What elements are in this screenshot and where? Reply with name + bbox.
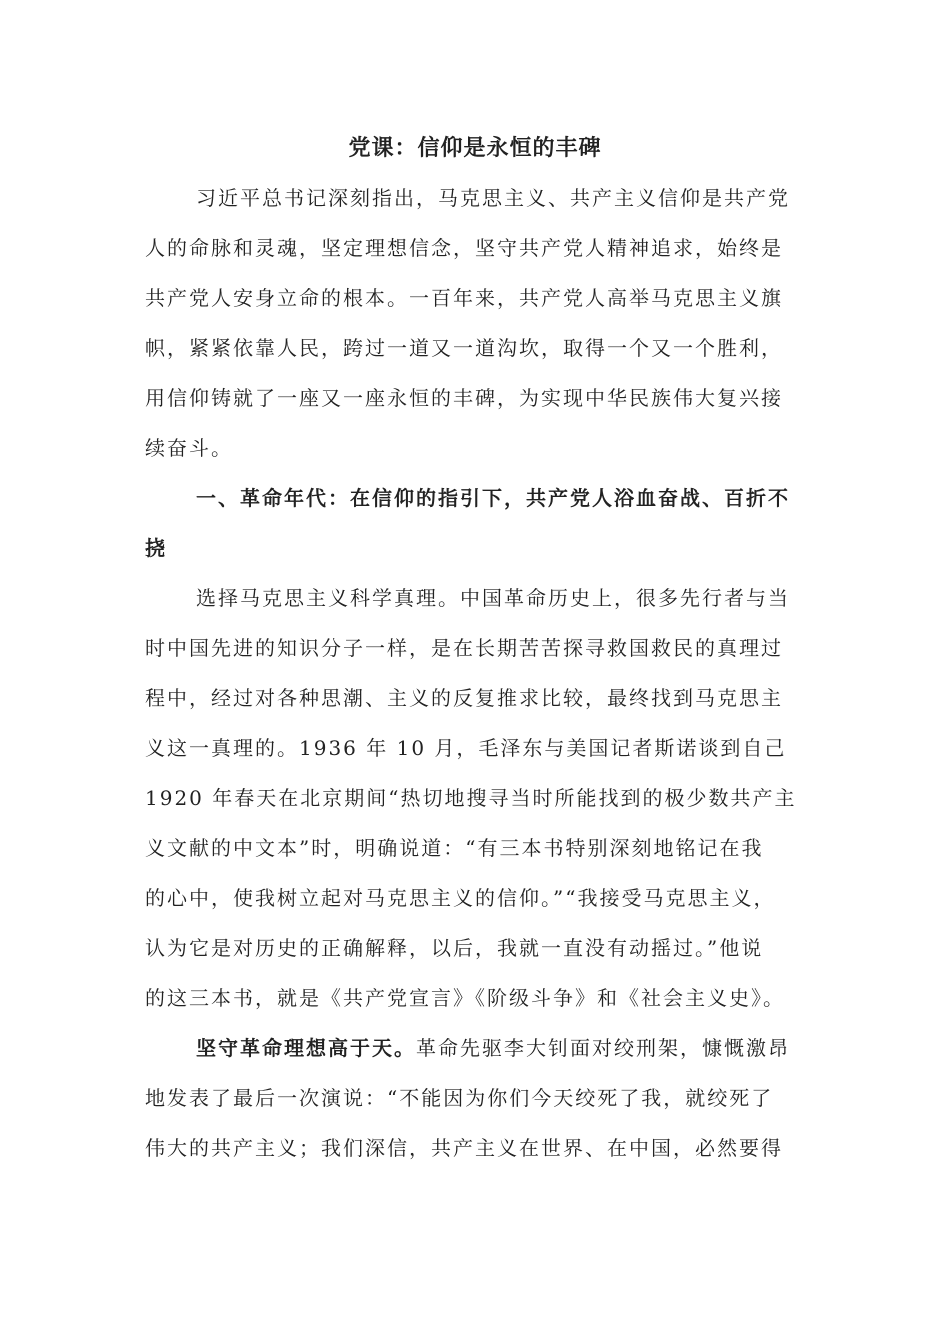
para1-line-4: 义这一真理的。1936 年 10 月，毛泽东与美国记者斯诺谈到自己 — [145, 736, 787, 760]
para1-line-9: 的这三本书，就是《共产党宣言》《阶级斗争》和《社会主义史》。 — [145, 986, 785, 1010]
para1-line-3: 程中，经过对各种思潮、主义的反复推求比较，最终找到马克思主 — [145, 686, 783, 710]
para2-line-2: 地发表了最后一次演说：“不能因为你们今天绞死了我，就绞死了 — [145, 1086, 774, 1110]
para1-line-7: 的心中，使我树立起对马克思主义的信仰。”“我接受马克思主义， — [145, 886, 776, 910]
para1-line-8: 认为它是对历史的正确解释，以后，我就一直没有动摇过。”他说 — [145, 936, 764, 960]
para1-line-6: 义文献的中文本”时，明确说道：“有三本书特别深刻地铭记在我 — [145, 836, 764, 860]
para1-line-2: 时中国先进的知识分子一样，是在长期苦苦探寻救国救民的真理过 — [145, 636, 783, 660]
document-title: 党课：信仰是永恒的丰碑 — [348, 135, 602, 161]
para2-line-1 — [196, 1033, 816, 1063]
section-heading-line-1: 一、革命年代：在信仰的指引下，共产党人浴血奋战、百折不 — [196, 486, 790, 510]
para2-line-3: 伟大的共产主义；我们深信，共产主义在世界、在中国，必然要得 — [145, 1136, 783, 1160]
para1-line-5: 1920 年春天在北京期间“热切地搜寻当时所能找到的极少数共产主 — [145, 786, 797, 810]
para1-line-1: 选择马克思主义科学真理。中国革命历史上，很多先行者与当 — [196, 586, 790, 610]
intro-line-6: 续奋斗。 — [145, 436, 233, 460]
section-heading-line-2: 挠 — [145, 536, 167, 560]
intro-line-1: 习近平总书记深刻指出，马克思主义、共产主义信仰是共产党 — [196, 186, 790, 210]
intro-line-4: 帜，紧紧依靠人民，跨过一道又一道沟坎，取得一个又一个胜利， — [145, 336, 783, 360]
intro-line-3: 共产党人安身立命的根本。一百年来，共产党人高举马克思主义旗 — [145, 286, 783, 310]
para2-lead: 坚守革命理想高于天。 — [196, 1036, 416, 1060]
intro-line-2: 人的命脉和灵魂，坚定理想信念，坚守共产党人精神追求，始终是 — [145, 236, 783, 260]
intro-line-5: 用信仰铸就了一座又一座永恒的丰碑，为实现中华民族伟大复兴接 — [145, 386, 783, 410]
para2-first-rest: 革命先驱李大钊面对绞刑架，慷慨激昂 — [416, 1036, 790, 1060]
